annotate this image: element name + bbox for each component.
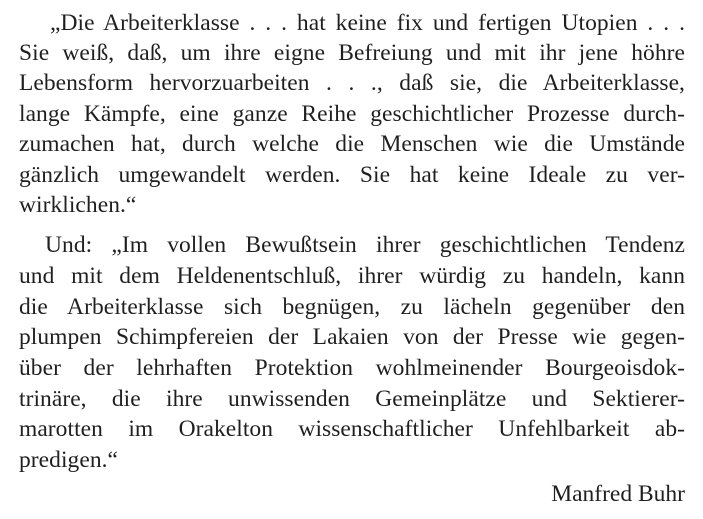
author-signature: Manfred Buhr — [551, 481, 685, 507]
text-line: plumpen Schimpfereien der Lakaien von der Presse wie gegen- — [19, 324, 685, 350]
text-line: wirklichen.“ — [19, 192, 137, 218]
text-line: marotten im Orakelton wissenschaftlicher Unfehlbarkeit ab- — [19, 416, 685, 442]
text-line: Sie weiß, daß, um ihre eigne Befreiung und mit ihr jene höhre — [19, 40, 685, 66]
text-line: gänzlich umgewandelt werden. Sie hat keine Ideale zu ver- — [19, 162, 685, 188]
text-line: Und: „Im vollen Bewußtsein ihrer geschichtlichen Tendenz — [45, 232, 685, 258]
text-line: Lebensform hervorzuarbeiten . . ., daß sie, die Arbeiterklasse, — [19, 70, 685, 96]
text-line: die Arbeiterklasse sich begnügen, zu lächeln gegenüber den — [19, 294, 685, 320]
text-line: über der lehrhaften Protektion wohlmeinender Bourgeoisdok- — [19, 355, 685, 381]
text-line: lange Kämpfe, eine ganze Reihe geschichtlicher Prozesse durch- — [19, 101, 685, 127]
text-line: und mit dem Heldenentschluß, ihrer würdig zu handeln, kann — [19, 263, 685, 289]
text-line: predigen.“ — [19, 447, 119, 473]
text-line: trinäre, die ihre unwissenden Gemeinplätze und Sektierer- — [19, 386, 685, 412]
text-line: zumachen hat, durch welche die Menschen wie die Umstände — [19, 131, 685, 157]
text-line: „Die Arbeiterklasse . . . hat keine fix und fertigen Utopien . . . — [50, 10, 685, 36]
